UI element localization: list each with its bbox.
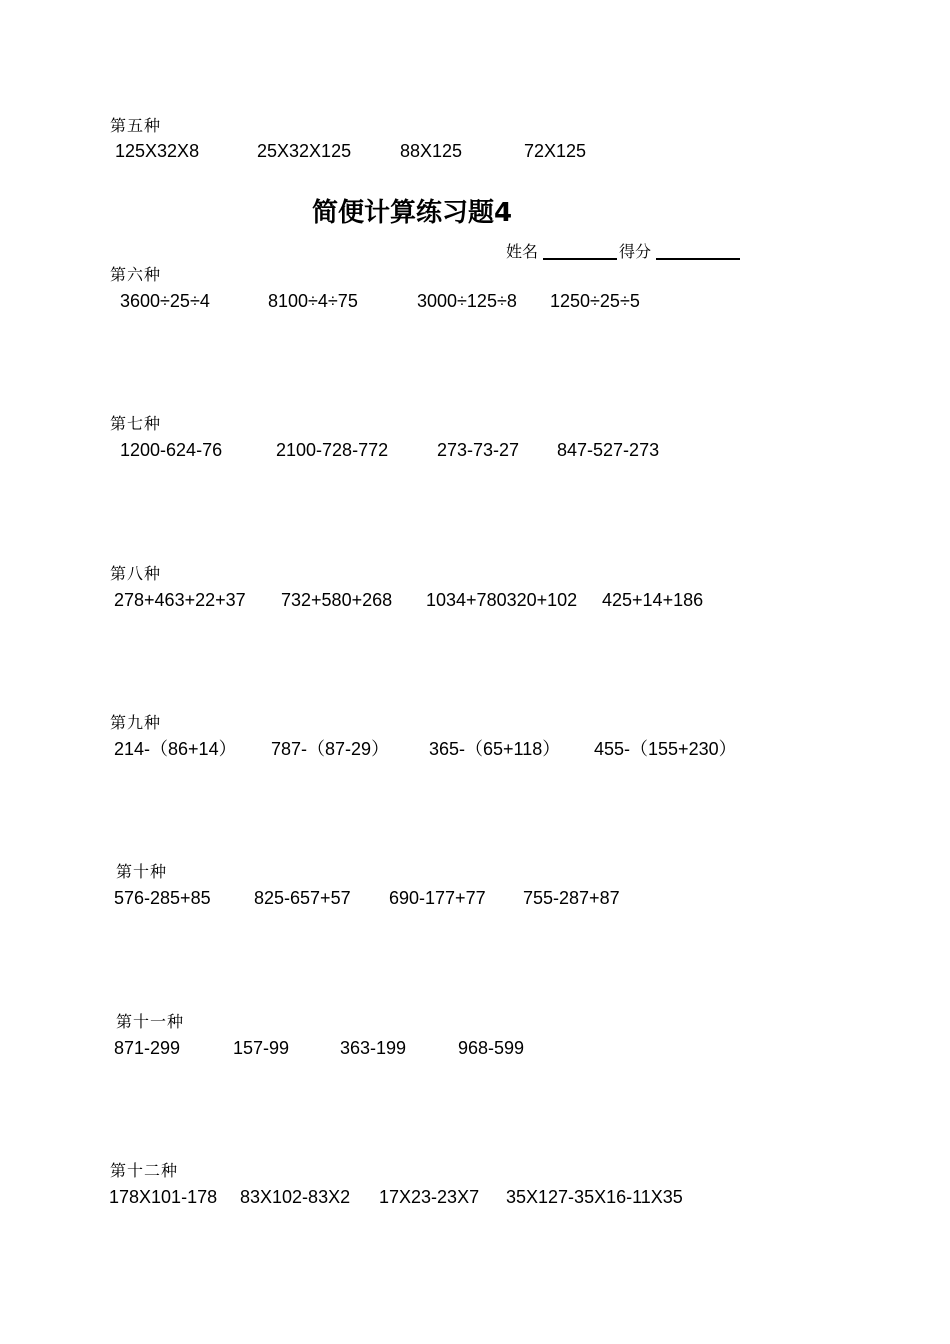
problem: 755-287+87 bbox=[523, 888, 620, 908]
problem: 690-177+77 bbox=[389, 888, 486, 908]
section-label: 第五种 bbox=[110, 116, 162, 135]
section-label: 第九种 bbox=[110, 713, 162, 732]
problem: 17X23-23X7 bbox=[379, 1187, 480, 1207]
problem: 278+463+22+37 bbox=[114, 590, 246, 610]
name-label: 姓名 bbox=[506, 242, 539, 261]
section-label: 第十种 bbox=[116, 862, 168, 881]
section-label: 第八种 bbox=[110, 564, 162, 583]
score-label: 得分 bbox=[619, 242, 652, 261]
problem: 1250÷25÷5 bbox=[550, 291, 640, 311]
problem: 214-（86+14） bbox=[114, 739, 237, 759]
problem: 8100÷4÷75 bbox=[268, 291, 358, 311]
problem: 157-99 bbox=[233, 1038, 290, 1058]
score-blank bbox=[656, 258, 740, 260]
problem: 72X125 bbox=[524, 141, 587, 161]
problem: 787-（87-29） bbox=[271, 739, 390, 759]
problem: 365-（65+118） bbox=[429, 739, 561, 759]
problem: 455-（155+230） bbox=[594, 739, 737, 759]
worksheet-title: 简便计算练习题4 bbox=[312, 198, 513, 228]
problem: 273-73-27 bbox=[437, 440, 520, 460]
problem: 363-199 bbox=[340, 1038, 407, 1058]
problem: 178X101-178 bbox=[109, 1187, 218, 1207]
problem: 576-285+85 bbox=[114, 888, 211, 908]
problem: 83X102-83X2 bbox=[240, 1187, 351, 1207]
name-blank bbox=[543, 258, 617, 260]
problem: 425+14+186 bbox=[602, 590, 704, 610]
problem: 825-657+57 bbox=[254, 888, 351, 908]
problem: 3600÷25÷4 bbox=[120, 291, 210, 311]
problem: 1200-624-76 bbox=[120, 440, 223, 460]
section-label: 第十二种 bbox=[110, 1161, 179, 1180]
problem: 88X125 bbox=[400, 141, 463, 161]
problem: 35X127-35X16-11X35 bbox=[506, 1187, 683, 1207]
problem: 732+580+268 bbox=[281, 590, 393, 610]
section-label: 第七种 bbox=[110, 414, 162, 433]
problem: 847-527-273 bbox=[557, 440, 660, 460]
problem: 968-599 bbox=[458, 1038, 525, 1058]
problem: 1034+780320+102 bbox=[426, 590, 578, 610]
section-label: 第六种 bbox=[110, 265, 162, 284]
problem: 2100-728-772 bbox=[276, 440, 389, 460]
section-label: 第十一种 bbox=[116, 1012, 185, 1031]
problem: 3000÷125÷8 bbox=[417, 291, 517, 311]
problem: 25X32X125 bbox=[257, 141, 352, 161]
problem: 125X32X8 bbox=[115, 141, 200, 161]
problem: 871-299 bbox=[114, 1038, 181, 1058]
